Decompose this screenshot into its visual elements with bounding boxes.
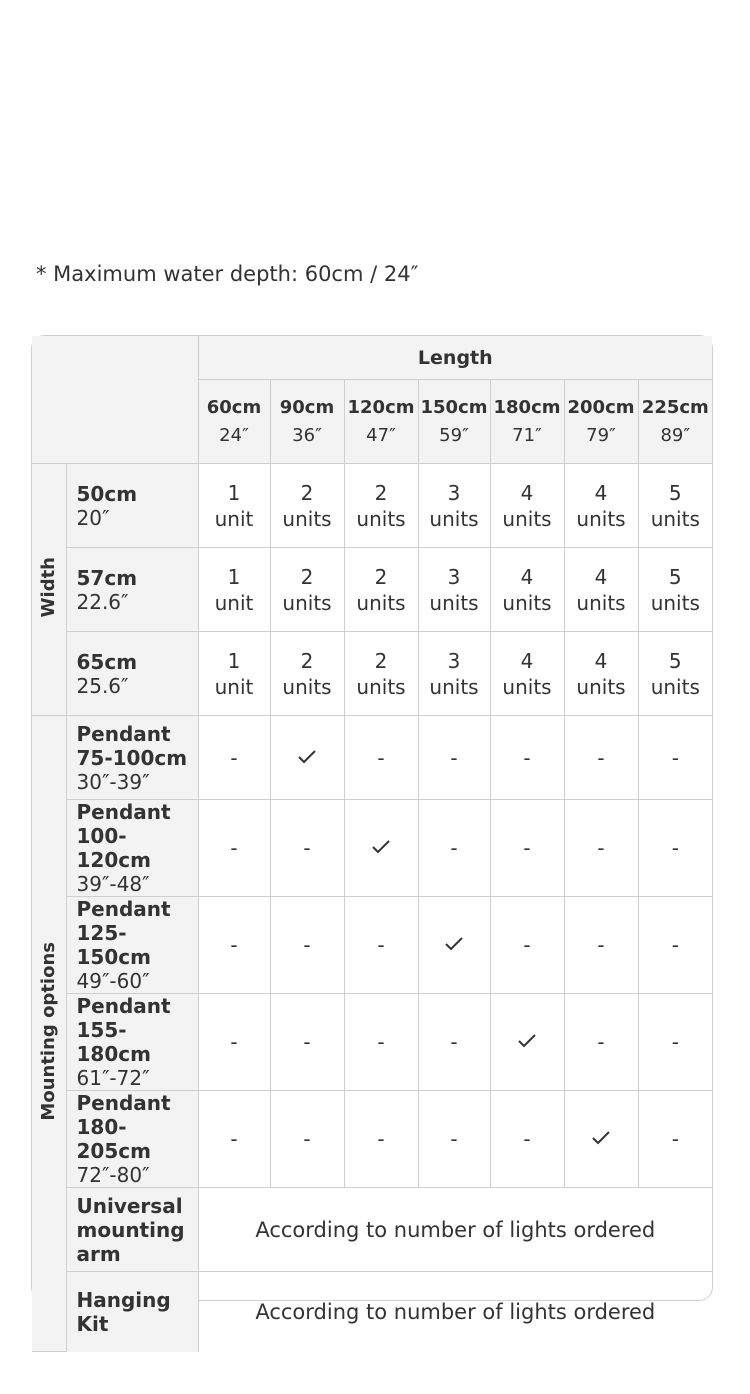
unit-word: unit bbox=[214, 590, 254, 615]
width-inches: 22.6″ bbox=[76, 589, 129, 614]
units-cell bbox=[198, 464, 270, 548]
unit-word: units bbox=[502, 590, 552, 615]
mounting-label: Mounting options bbox=[38, 942, 60, 1121]
units-cell bbox=[490, 548, 564, 632]
width-row-label bbox=[66, 464, 198, 548]
check-icon bbox=[517, 1033, 537, 1049]
dash: - bbox=[303, 1030, 311, 1054]
length-header: Length bbox=[198, 336, 712, 380]
not-compatible-cell bbox=[638, 800, 712, 897]
dash: - bbox=[230, 1030, 238, 1054]
dash: - bbox=[597, 933, 605, 957]
dash: - bbox=[450, 1030, 458, 1054]
units-cell bbox=[638, 632, 712, 716]
table-row bbox=[32, 464, 712, 548]
width-cm: 50cm bbox=[76, 481, 138, 506]
dash: - bbox=[450, 1127, 458, 1151]
units-cell bbox=[564, 548, 638, 632]
compatible-cell bbox=[418, 897, 490, 994]
units-cell bbox=[198, 548, 270, 632]
unit-word: units bbox=[429, 506, 479, 531]
table-row bbox=[32, 1091, 712, 1188]
width-group-label bbox=[32, 464, 66, 716]
length-cm: 180cm bbox=[493, 396, 561, 418]
unit-count: 5 bbox=[668, 564, 682, 589]
unit-word: unit bbox=[214, 506, 254, 531]
accessory-name-line: Hanging bbox=[76, 1287, 171, 1312]
not-compatible-cell bbox=[490, 800, 564, 897]
pendant-inch-range: 61″-72″ bbox=[76, 1066, 150, 1090]
units-cell bbox=[418, 464, 490, 548]
compatible-cell bbox=[490, 994, 564, 1091]
check-icon bbox=[591, 1130, 611, 1146]
units-cell bbox=[564, 632, 638, 716]
length-cm: 60cm bbox=[206, 396, 262, 418]
length-cm: 90cm bbox=[279, 396, 335, 418]
dash: - bbox=[230, 745, 238, 770]
pendant-inch-range: 49″-60″ bbox=[76, 969, 150, 993]
not-compatible-cell bbox=[418, 1091, 490, 1188]
units-cell bbox=[344, 632, 418, 716]
pendant-cm-range: 100-120cm bbox=[76, 824, 151, 872]
dash: - bbox=[377, 933, 385, 957]
dash: - bbox=[303, 933, 311, 957]
length-inches: 36″ bbox=[292, 424, 322, 446]
accessory-name-line: mounting bbox=[76, 1217, 185, 1242]
units-cell bbox=[270, 464, 344, 548]
unit-count: 4 bbox=[594, 564, 608, 589]
accessory-name-line: Kit bbox=[76, 1311, 109, 1336]
unit-count: 4 bbox=[520, 480, 534, 505]
corner-cell bbox=[32, 336, 198, 464]
pendant-inch-range: 39″-48″ bbox=[76, 872, 150, 896]
width-inches: 20″ bbox=[76, 505, 110, 530]
length-column-header bbox=[564, 380, 638, 464]
length-cm: 120cm bbox=[347, 396, 415, 418]
dash: - bbox=[671, 745, 679, 770]
dash: - bbox=[303, 1127, 311, 1151]
dash: - bbox=[377, 1030, 385, 1054]
unit-word: units bbox=[502, 506, 552, 531]
not-compatible-cell bbox=[490, 716, 564, 800]
not-compatible-cell bbox=[638, 716, 712, 800]
not-compatible-cell bbox=[418, 994, 490, 1091]
table-row bbox=[32, 994, 712, 1091]
unit-count: 1 bbox=[227, 564, 241, 589]
not-compatible-cell bbox=[198, 994, 270, 1091]
length-inches: 47″ bbox=[366, 424, 396, 446]
pendant-cm-range: 155-180cm bbox=[76, 1018, 151, 1066]
not-compatible-cell bbox=[270, 1091, 344, 1188]
dash: - bbox=[230, 836, 238, 860]
not-compatible-cell bbox=[490, 1091, 564, 1188]
table-row bbox=[32, 897, 712, 994]
length-inches: 59″ bbox=[439, 424, 469, 446]
units-cell bbox=[270, 548, 344, 632]
dash: - bbox=[597, 836, 605, 860]
unit-word: units bbox=[502, 674, 552, 699]
dash: - bbox=[523, 836, 531, 860]
length-column-header bbox=[638, 380, 712, 464]
dash: - bbox=[377, 745, 385, 770]
width-cm: 57cm bbox=[76, 565, 138, 590]
table-row bbox=[32, 632, 712, 716]
not-compatible-cell bbox=[198, 716, 270, 800]
accessory-quantity-note: According to number of lights ordered bbox=[198, 1272, 712, 1352]
lighting-size-table bbox=[31, 335, 713, 1336]
table-row bbox=[32, 800, 712, 897]
units-cell bbox=[198, 632, 270, 716]
check-icon bbox=[371, 839, 391, 855]
unit-count: 2 bbox=[374, 564, 388, 589]
unit-word: units bbox=[650, 590, 700, 615]
table-row bbox=[32, 1188, 712, 1272]
units-cell bbox=[344, 548, 418, 632]
width-inches: 25.6″ bbox=[76, 673, 129, 698]
unit-word: units bbox=[429, 590, 479, 615]
unit-count: 5 bbox=[668, 648, 682, 673]
not-compatible-cell bbox=[270, 994, 344, 1091]
length-cm: 150cm bbox=[420, 396, 488, 418]
units-cell bbox=[418, 632, 490, 716]
dash: - bbox=[303, 836, 311, 860]
dash: - bbox=[671, 836, 679, 860]
compatible-cell bbox=[564, 1091, 638, 1188]
dash: - bbox=[523, 1127, 531, 1151]
unit-count: 2 bbox=[374, 648, 388, 673]
length-column-header bbox=[344, 380, 418, 464]
accessory-row-label bbox=[66, 1272, 198, 1352]
pendant-row-label bbox=[66, 1091, 198, 1188]
not-compatible-cell bbox=[490, 897, 564, 994]
length-column-header bbox=[490, 380, 564, 464]
dash: - bbox=[230, 933, 238, 957]
accessory-row-label bbox=[66, 1188, 198, 1272]
mounting-group-label bbox=[32, 716, 66, 1352]
units-cell bbox=[490, 464, 564, 548]
dash: - bbox=[450, 745, 458, 770]
units-cell bbox=[270, 632, 344, 716]
not-compatible-cell bbox=[564, 897, 638, 994]
width-row-label bbox=[66, 632, 198, 716]
accessory-quantity-note: According to number of lights ordered bbox=[198, 1188, 712, 1272]
unit-word: units bbox=[282, 506, 332, 531]
not-compatible-cell bbox=[344, 716, 418, 800]
unit-count: 5 bbox=[668, 480, 682, 505]
unit-count: 2 bbox=[300, 480, 314, 505]
unit-word: units bbox=[576, 590, 626, 615]
water-depth-note: * Maximum water depth: 60cm / 24″ bbox=[36, 262, 419, 286]
dash: - bbox=[671, 933, 679, 957]
pendant-name: Pendant bbox=[76, 994, 171, 1018]
pendant-row-label bbox=[66, 716, 198, 800]
not-compatible-cell bbox=[344, 897, 418, 994]
unit-word: units bbox=[576, 506, 626, 531]
unit-count: 1 bbox=[227, 648, 241, 673]
length-inches: 79″ bbox=[586, 424, 616, 446]
not-compatible-cell bbox=[198, 1091, 270, 1188]
units-cell bbox=[344, 464, 418, 548]
pendant-inch-range: 72″-80″ bbox=[76, 1163, 150, 1187]
length-inches: 24″ bbox=[219, 424, 249, 446]
length-cm: 200cm bbox=[567, 396, 635, 418]
check-icon bbox=[444, 936, 464, 952]
pendant-inch-range: 30″-39″ bbox=[76, 769, 150, 794]
not-compatible-cell bbox=[638, 897, 712, 994]
pendant-row-label bbox=[66, 897, 198, 994]
pendant-row-label bbox=[66, 994, 198, 1091]
pendant-name: Pendant bbox=[76, 1091, 171, 1115]
unit-count: 4 bbox=[594, 648, 608, 673]
not-compatible-cell bbox=[564, 994, 638, 1091]
unit-word: units bbox=[282, 674, 332, 699]
pendant-name: Pendant bbox=[76, 800, 171, 824]
unit-word: units bbox=[650, 674, 700, 699]
pendant-name: Pendant bbox=[76, 897, 171, 921]
units-cell bbox=[638, 464, 712, 548]
not-compatible-cell bbox=[270, 897, 344, 994]
not-compatible-cell bbox=[270, 800, 344, 897]
dash: - bbox=[377, 1127, 385, 1151]
table-row bbox=[32, 548, 712, 632]
unit-word: units bbox=[429, 674, 479, 699]
dash: - bbox=[230, 1127, 238, 1151]
pendant-cm-range: 75-100cm bbox=[76, 745, 188, 770]
length-column-header bbox=[270, 380, 344, 464]
not-compatible-cell bbox=[564, 800, 638, 897]
width-row-label bbox=[66, 548, 198, 632]
unit-count: 3 bbox=[447, 564, 461, 589]
unit-word: units bbox=[282, 590, 332, 615]
unit-word: units bbox=[650, 506, 700, 531]
dash: - bbox=[450, 836, 458, 860]
length-column-header bbox=[418, 380, 490, 464]
table-row bbox=[32, 1272, 712, 1352]
length-column-header bbox=[198, 380, 270, 464]
unit-count: 4 bbox=[520, 564, 534, 589]
dash: - bbox=[523, 933, 531, 957]
length-cm: 225cm bbox=[641, 396, 709, 418]
unit-word: unit bbox=[214, 674, 254, 699]
unit-word: units bbox=[356, 674, 406, 699]
unit-count: 2 bbox=[374, 480, 388, 505]
not-compatible-cell bbox=[418, 800, 490, 897]
unit-count: 4 bbox=[520, 648, 534, 673]
dash: - bbox=[523, 745, 531, 770]
not-compatible-cell bbox=[344, 1091, 418, 1188]
width-label: Width bbox=[38, 557, 60, 618]
dash: - bbox=[671, 1127, 679, 1151]
unit-count: 2 bbox=[300, 648, 314, 673]
accessory-name-line: arm bbox=[76, 1241, 121, 1266]
unit-word: units bbox=[356, 506, 406, 531]
unit-count: 1 bbox=[227, 480, 241, 505]
not-compatible-cell bbox=[564, 716, 638, 800]
pendant-row-label bbox=[66, 800, 198, 897]
pendant-cm-range: 180-205cm bbox=[76, 1115, 151, 1163]
check-icon bbox=[297, 749, 317, 765]
length-inches: 89″ bbox=[660, 424, 691, 446]
width-cm: 65cm bbox=[76, 649, 138, 674]
unit-word: units bbox=[356, 590, 406, 615]
units-cell bbox=[564, 464, 638, 548]
not-compatible-cell bbox=[638, 994, 712, 1091]
not-compatible-cell bbox=[198, 800, 270, 897]
units-cell bbox=[490, 632, 564, 716]
not-compatible-cell bbox=[418, 716, 490, 800]
unit-word: units bbox=[576, 674, 626, 699]
compatible-cell bbox=[344, 800, 418, 897]
units-cell bbox=[418, 548, 490, 632]
not-compatible-cell bbox=[198, 897, 270, 994]
dash: - bbox=[597, 1030, 605, 1054]
unit-count: 2 bbox=[300, 564, 314, 589]
unit-count: 3 bbox=[447, 648, 461, 673]
not-compatible-cell bbox=[638, 1091, 712, 1188]
unit-count: 3 bbox=[447, 480, 461, 505]
not-compatible-cell bbox=[344, 994, 418, 1091]
length-inches: 71″ bbox=[512, 424, 542, 446]
units-cell bbox=[638, 548, 712, 632]
unit-count: 4 bbox=[594, 480, 608, 505]
pendant-name: Pendant bbox=[76, 721, 171, 746]
table-row bbox=[32, 716, 712, 800]
compatible-cell bbox=[270, 716, 344, 800]
pendant-cm-range: 125-150cm bbox=[76, 921, 151, 969]
dash: - bbox=[597, 745, 605, 770]
dash: - bbox=[671, 1030, 679, 1054]
accessory-name-line: Universal bbox=[76, 1193, 183, 1218]
